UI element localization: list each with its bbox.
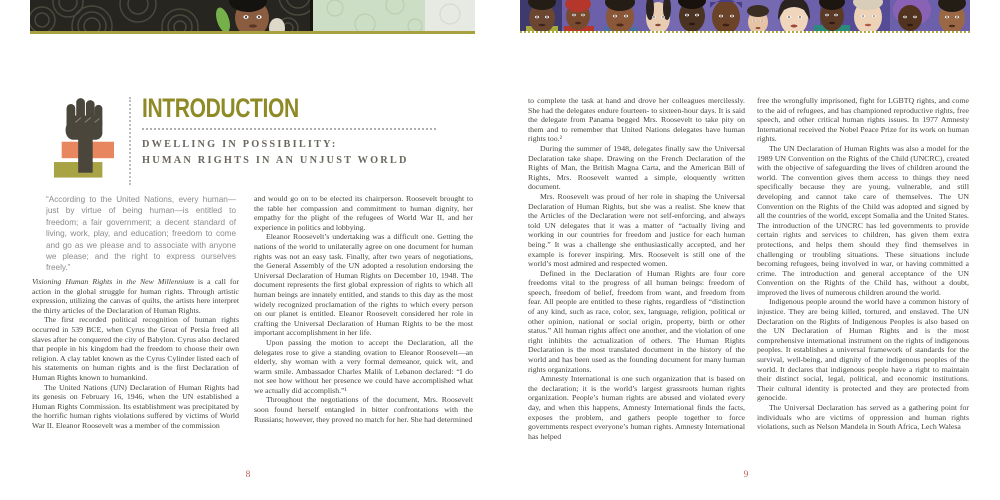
body-paragraph: Amnesty International is one such organization that is based on the declaration; it is the world’s largest grassroots human rights organization. People’s human rights are abused and violated every day, and when this happens, Amnesty International finds the facts, exposes the problem, and gathers people together to force governments respect everyone’s human rights. Amnesty International has helped	[528, 374, 745, 441]
paragraph-text: is a call for action in the global struggle for human rights. Through artistic expression, utilizing the canvas of quilts, the artists here interpret the thirty articles of the Declaration of Human Rights.	[32, 277, 239, 315]
quilt-circles-illustration	[30, 0, 475, 31]
body-paragraph: free the wrongfully imprisoned, fight for LGBTQ rights, and come to the aid of refugees, and has championed reproductive rights, free speech, and other critical human rights issues. In 1977 Amnesty International received the Nobel Peace Prize for its work on human rights.	[757, 96, 969, 144]
page-number-right: 9	[743, 470, 749, 480]
section-subtitle-line2: HUMAN RIGHTS IN AN UNJUST WORLD	[142, 154, 409, 166]
page-number-left: 8	[245, 470, 251, 480]
vertical-dotted-divider	[129, 97, 131, 185]
body-paragraph: and would go on to be elected its chairperson. Roosevelt brought to the table her compassion and commitment to human dignity, her empathy for the plight of the refugees of World War II, and her experience in politics and lobbying.	[254, 194, 473, 232]
raised-fist-icon	[52, 87, 114, 184]
dotted-rule	[142, 128, 436, 130]
book-title-italic: Visioning Human Rights in the New Millennium	[32, 277, 194, 286]
left-page-column-1	[32, 277, 239, 431]
body-paragraph: Upon passing the motion to accept the Declaration, all the delegates rose to give a standing ovation to Eleanor Roosevelt—an elderly, shy woman with a very formal demeanor, quick wit, and warm smile. Ambassador Charles Malik of Lebanon declared: “I do not see how without her presence we could have accomplished what we actually did accomplish.”¹	[254, 337, 473, 395]
right-page-column-1	[528, 96, 745, 441]
right-quilt-artwork	[520, 0, 970, 33]
section-subtitle-line1: DWELLING IN POSSIBILITY:	[142, 139, 338, 150]
body-paragraph: During the summer of 1948, delegates finally saw the Universal Declaration take shape. Drawing on the French Declaration of the Rights of Man, the British Magna Carta, and the American Bill of Rights, Mrs. Roosevelt wanted a simple, eloquently written document.	[528, 143, 745, 192]
body-paragraph	[32, 277, 239, 315]
body-paragraph: to complete the task at hand and drove her colleagues mercilessly. She had the delegates endure fourteen- to sixteen-hour days. It is said the delegate from Panama begged Mrs. Roosevelt to take pity on them and to remember that United Nations delegates have human rights too.²	[528, 96, 745, 144]
body-paragraph: Indigenous people around the world have a common history of injustice. They are being killed, tortured, and enslaved. The UN Declaration on the Rights of Indigenous Peoples is also based on the UN Declaration of Human Rights and is the most comprehensive international instrument on the rights of indigenous peoples. It establishes a universal framework of standards for the survival, well-being, and dignity of the indigenous peoples of the world. It declares that indigenous people have a right to maintain their distinct social, legal, political, and economic institutions. Their cultural identity is protected and they are protected from genocide.	[757, 297, 969, 403]
left-page-column-2	[254, 194, 473, 424]
body-paragraph: The United Nations (UN) Declaration of Human Rights had its genesis on February 16, 1946, when the UN established a Human Rights Commission. Its establishment was precipitated by the horrific human rights violations suffered by victims of World War II. Eleanor Roosevelt was a member of the commission	[32, 382, 239, 430]
body-paragraph: Defined in the Declaration of Human Rights are four core freedoms vital to the progress of all human beings: freedom of speech, freedom of belief, freedom from want, and freedom from fear. All people are entitled to these rights, regardless of “distinction of any kind, such as race, color, sex, language, religion, political or other opinion, national or social origin, property, birth or other status.” All human rights affect one another, and the violation of one right inhibits the actualization of others. The Human Rights Declaration is the most translated document in the history of the world and has been used as the founding document for many human rights organizations.	[528, 268, 745, 374]
body-paragraph: The UN Declaration of Human Rights was also a model for the 1989 UN Convention on the Rights of the Child (UNCRC), created with the objective of safeguarding the lives of children around the world. The convention gives them access to things they need specifically because they are young, vulnerable, and still developing and cannot take care of themselves. The UN Convention on the Rights of the Child was adopted and signed by all the countries of the world, except Somalia and the United States. The introduction of the UNCRC has led governments to provide certain rights and services to children, has given them extra protections, and helps them should they find themselves in challenging or troubling situations. These situations include becoming refugees, being involved in war, or having committed a crime. The introduction and general acceptance of the UN Convention on the Rights of the Child has, without a doubt, improved the lives of numerous children around the world.	[757, 143, 969, 297]
section-header	[142, 95, 442, 168]
section-kicker: INTRODUCTION	[142, 93, 299, 123]
left-quilt-artwork	[30, 0, 475, 34]
body-paragraph: Eleanor Roosevelt’s undertaking was a difficult one. Getting the nations of the world to unilaterally agree on one document for human rights was not an easy task. Finally, after two years of negotiations, the General Assembly of the UN adopted a resolution endorsing the Universal Declaration of Human Rights on December 10, 1948. The document represents the first global expression of rights to which all human beings are innately entitled, and stands to this day as the most widely recognized proclamation of the rights to which every person on our planet is entitled. Eleanor Roosevelt considered her role in crafting the Universal Declaration of Human Rights to be the most important accomplishment in her life.	[254, 232, 473, 338]
body-paragraph: The first recorded political recognition of human rights occurred in 539 BCE, when Cyrus the Great of Persia freed all slaves after he conquered the city of Babylon. Cyrus also declared that people in his kingdom had the freedom to choose their own religion. A clay tablet known as the Cyrus Cylinder listed each of his statements on human rights and is the first Declaration of Human Rights known to humankind.	[32, 315, 239, 382]
right-page-column-2	[757, 96, 969, 432]
body-paragraph: Mrs. Roosevelt was proud of her role in shaping the Universal Declaration of Human Rights, but she was a realist. She knew that the Articles of the Declaration were not self-enforcing, and always told UN delegates that it was a matter of “actually living and working in our countries for freedom and justice for each human being.” It was a challenge she enthusiastically accepted, and her example is forever inspiring. Mrs. Roosevelt is still one of the world’s most admired and respected women.	[528, 191, 745, 269]
body-paragraph: Throughout the negotiations of the document, Mrs. Roosevelt soon found herself entangled in bitter confrontations with the Russians; however, they proved no match for her. She had determined	[254, 395, 473, 424]
body-paragraph: The Universal Declaration has served as a gathering point for individuals who are victims of oppression and human rights violations, such as Nelson Mandela in South Africa, Lech Walesa	[757, 403, 969, 432]
pull-quote: “According to the United Nations, every human—just by virtue of being human—is entitled to freedom; a fair government; a decent standard of living, work, play, and education; freedom to come and go as we please and to associate with anyone we please; and the right to express ourselves freely.”	[46, 195, 236, 273]
faces-illustration	[520, 0, 970, 31]
